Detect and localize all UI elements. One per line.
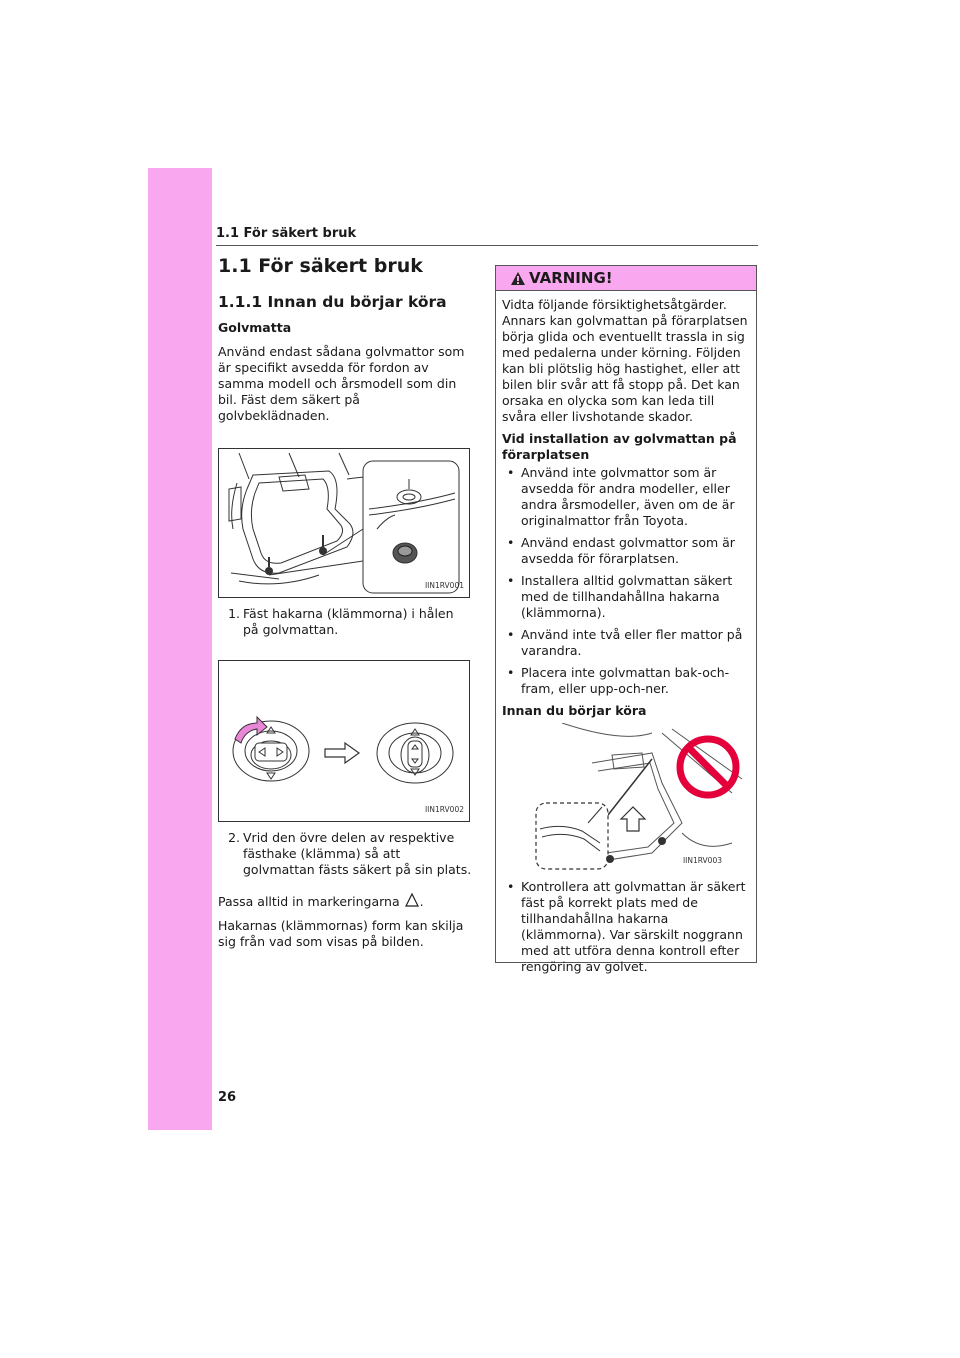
drive-item: • Kontrollera att golvmattan är säkert fäst på korrekt plats med de tillhandahållna hakarna (klämmorna). Var särskilt noggrann med att utföra denna kontroll efter rengöring av golvet. — [502, 879, 750, 975]
step-1-number: 1. — [228, 606, 240, 621]
mark-text: Passa alltid in markeringarna — [218, 894, 400, 909]
step-2 — [218, 830, 473, 878]
install-item: • Använd inte två eller fler mattor på varandra. — [502, 627, 750, 659]
mark-instruction — [218, 892, 473, 910]
drive-list — [502, 879, 750, 975]
mat-check-illustration — [502, 723, 752, 871]
install-item: • Placera inte golvmattan bak-och-fram, eller upp-och-ner. — [502, 665, 750, 697]
figure1-code: IIN1RV001 — [424, 581, 464, 590]
left-column — [218, 254, 473, 958]
subsection-title: 1.1.1 Innan du börjar köra — [218, 293, 447, 311]
drive-heading: Innan du börjar köra — [502, 703, 647, 718]
floor-mat-illustration — [219, 449, 469, 597]
warning-title: VARNING! — [529, 269, 613, 287]
install-list — [502, 465, 750, 697]
header-rule — [216, 245, 758, 246]
hook-rotation-illustration — [219, 661, 469, 821]
topic-heading: Golvmatta — [218, 320, 292, 335]
step-2-text: Vrid den övre delen av respektive fästhake (klämma) så att golvmattan fästs säkert på sin plats. — [243, 830, 472, 877]
prohibition-icon — [680, 739, 736, 795]
intro-paragraph: Använd endast sådana golvmattor som är specifikt avsedda för fordon av samma modell och årsmodell som din bil. Fäst dem säkert på golvbeklädnaden. — [218, 344, 465, 423]
figure-floor-mat-hooks — [218, 448, 470, 598]
figure2-code: IIN1RV002 — [424, 805, 464, 814]
install-item: • Använd inte golvmattor som är avsedda för andra modeller, eller andra årsmodeller, även om de är originalmattor från Toyota. — [502, 465, 750, 529]
running-header: 1.1 För säkert bruk — [216, 226, 357, 241]
mark-after: . — [419, 894, 424, 909]
section-title: 1.1 För säkert bruk — [218, 255, 423, 277]
step-2-number: 2. — [228, 830, 240, 845]
warning-box — [495, 265, 757, 974]
install-heading: Vid installation av golvmattan på förarplatsen — [502, 431, 737, 462]
figure-hook-rotation — [218, 660, 470, 822]
page-number: 26 — [218, 1090, 237, 1105]
warning-triangle-icon — [510, 271, 526, 286]
figure3-code: IIN1RV003 — [682, 856, 722, 865]
warning-body — [496, 291, 756, 975]
form-note: Hakarnas (klämmornas) form kan skilja sig från vad som visas på bilden. — [218, 918, 464, 949]
warning-header — [496, 266, 756, 291]
install-item: • Använd endast golvmattor som är avsedda för förarplatsen. — [502, 535, 750, 567]
step-1 — [218, 606, 473, 638]
chapter-side-tab — [148, 168, 212, 1130]
step-1-text: Fäst hakarna (klämmorna) i hålen på golvmattan. — [243, 606, 454, 637]
triangle-mark-icon — [404, 892, 420, 908]
install-item: • Installera alltid golvmattan säkert med de tillhandahållna hakarna (klämmorna). — [502, 573, 750, 621]
figure-mat-check — [502, 723, 752, 871]
warning-intro: Vidta följande försiktighetsåtgärder. Annars kan golvmattan på förarplatsen börja glida och eventuellt trassla in sig med pedalerna under körning. Följden kan bli plötslig hög hastighet, eller att bilen blir svår att få stopp på. Det kan orsaka en olycka som kan leda till svåra eller livshotande skador. — [502, 297, 748, 424]
